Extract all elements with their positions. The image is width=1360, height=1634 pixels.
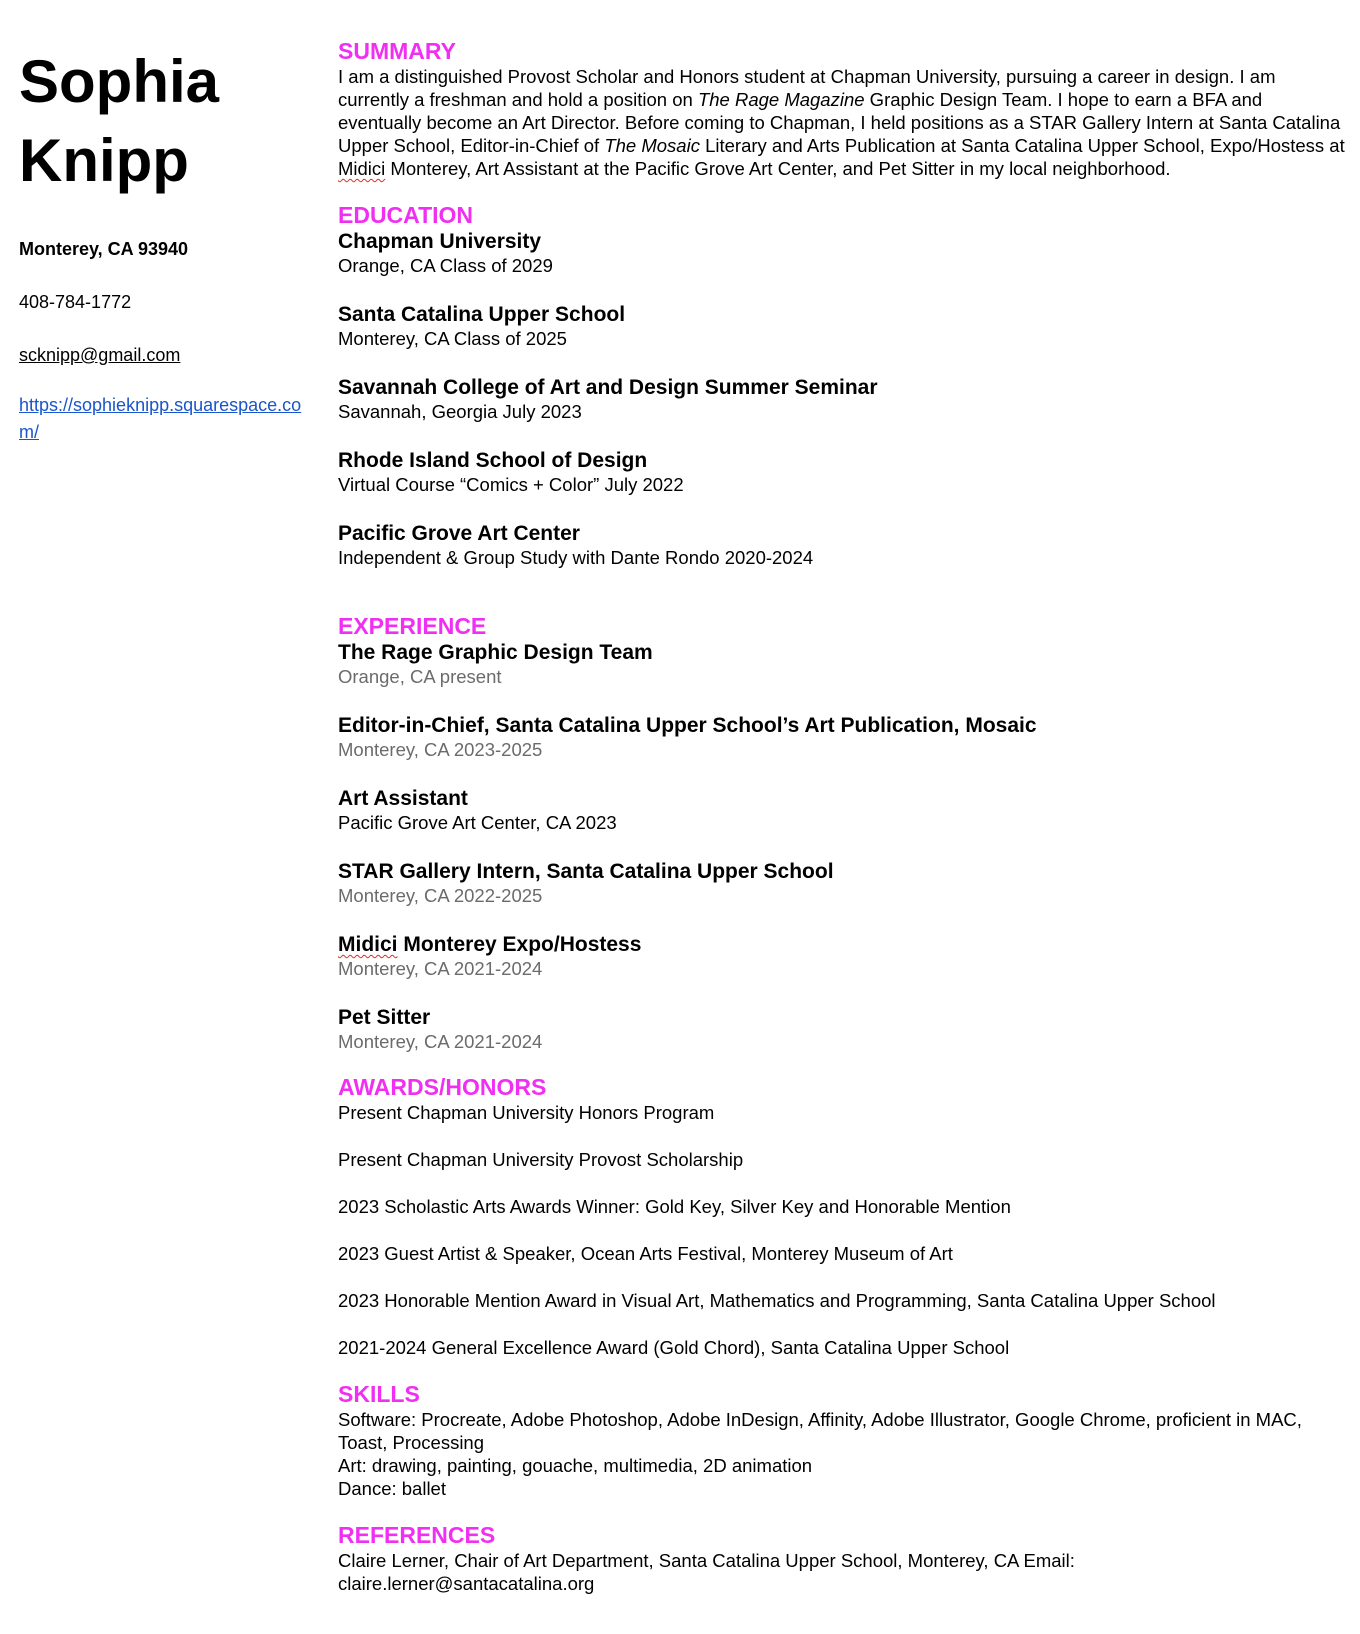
experience-entry xyxy=(338,859,1350,907)
experience-role xyxy=(338,932,1350,957)
experience-detail: Monterey, CA 2023-2025 xyxy=(338,739,543,760)
last-name: Knipp xyxy=(19,127,189,194)
experience-role: STAR Gallery Intern, Santa Catalina Upper School xyxy=(338,860,834,883)
experience-role: Art Assistant xyxy=(338,787,468,810)
phone: 408-784-1772 xyxy=(19,292,132,312)
references-section xyxy=(338,1522,1350,1595)
skills-section xyxy=(338,1381,1350,1500)
award-item: Present Chapman University Provost Scholarship xyxy=(338,1149,744,1170)
section-title-experience: EXPERIENCE xyxy=(338,613,487,639)
education-detail: Independent & Group Study with Dante Rondo 2020-2024 xyxy=(338,547,814,568)
education-school: Savannah College of Art and Design Summer Seminar xyxy=(338,376,878,399)
award-item: 2023 Scholastic Arts Awards Winner: Gold Key, Silver Key and Honorable Mention xyxy=(338,1196,1011,1217)
award-item: 2023 Honorable Mention Award in Visual Art, Mathematics and Programming, Santa Catalina Upper School xyxy=(338,1290,1216,1311)
education-entry xyxy=(338,448,1350,496)
experience-detail: Monterey, CA 2021-2024 xyxy=(338,958,543,979)
awards-section xyxy=(338,1074,1350,1359)
section-title-references: REFERENCES xyxy=(338,1522,496,1548)
spellcheck-word: Midici xyxy=(338,933,398,956)
experience-role: Editor-in-Chief, Santa Catalina Upper School’s Art Publication, Mosaic xyxy=(338,714,1037,737)
summary-part-2: Graphic Design Team. I hope to earn a BFA and eventually become an Art Director. Before coming to Chapman, I held positions as a STAR Gallery Intern at Santa Catalina Upper School, Editor-in-Chief of xyxy=(338,89,1341,156)
education-entry xyxy=(338,302,1350,350)
resume-body xyxy=(338,38,1350,1595)
experience-entry xyxy=(338,713,1350,761)
summary-part-1: I am a distinguished Provost Scholar and Honors student at Chapman University, pursuing a career in design. I am currently a freshman and hold a position on xyxy=(338,66,1276,110)
experience-entry xyxy=(338,640,1350,688)
spellcheck-word: Midici xyxy=(338,158,386,179)
education-entry xyxy=(338,229,1350,277)
experience-role: Pet Sitter xyxy=(338,1006,431,1029)
education-school: Rhode Island School of Design xyxy=(338,449,648,472)
education-school: Pacific Grove Art Center xyxy=(338,522,580,545)
education-detail: Orange, CA Class of 2029 xyxy=(338,255,553,276)
award-item: Present Chapman University Honors Program xyxy=(338,1102,715,1123)
summary-italic-rage: The Rage Magazine xyxy=(697,89,865,110)
experience-detail: Orange, CA present xyxy=(338,666,502,687)
summary-section xyxy=(338,38,1350,180)
experience-entry xyxy=(338,932,1350,980)
experience-entry xyxy=(338,786,1350,834)
summary-italic-mosaic: The Mosaic xyxy=(604,135,700,156)
summary-part-3: Literary and Arts Publication at Santa Catalina Upper School, Expo/Hostess at xyxy=(699,135,1345,156)
award-item: 2023 Guest Artist & Speaker, Ocean Arts Festival, Monterey Museum of Art xyxy=(338,1243,953,1264)
education-detail: Savannah, Georgia July 2023 xyxy=(338,401,582,422)
education-entry xyxy=(338,521,1350,569)
education-school: Chapman University xyxy=(338,230,542,253)
contact-sidebar xyxy=(19,42,309,446)
section-title-awards: AWARDS/HONORS xyxy=(338,1074,547,1100)
experience-entry xyxy=(338,1005,1350,1053)
website-link[interactable]: https://sophieknipp.squarespace.com/ xyxy=(19,395,302,442)
section-title-summary: SUMMARY xyxy=(338,38,456,64)
first-name: Sophia xyxy=(19,48,220,115)
experience-detail: Monterey, CA 2022-2025 xyxy=(338,885,543,906)
education-entry xyxy=(338,375,1350,423)
summary-part-4: Monterey, Art Assistant at the Pacific Grove Art Center, and Pet Sitter in my local neighborhood. xyxy=(385,158,1171,179)
skills-art: Art: drawing, painting, gouache, multimedia, 2D animation xyxy=(338,1455,813,1476)
section-title-education: EDUCATION xyxy=(338,202,474,228)
skills-software: Software: Procreate, Adobe Photoshop, Adobe InDesign, Affinity, Adobe Illustrator, Google Chrome, proficient in MAC, Toast, Processing xyxy=(338,1409,1302,1453)
experience-detail: Pacific Grove Art Center, CA 2023 xyxy=(338,812,617,833)
education-section xyxy=(338,202,1350,569)
experience-detail: Monterey, CA 2021-2024 xyxy=(338,1031,543,1052)
section-title-skills: SKILLS xyxy=(338,1381,420,1407)
experience-role: The Rage Graphic Design Team xyxy=(338,641,653,664)
skills-dance: Dance: ballet xyxy=(338,1478,446,1499)
location: Monterey, CA 93940 xyxy=(19,239,189,259)
email-link[interactable]: scknipp@gmail.com xyxy=(19,345,181,365)
award-item: 2021-2024 General Excellence Award (Gold Chord), Santa Catalina Upper School xyxy=(338,1337,1010,1358)
resume-name xyxy=(19,42,309,200)
education-detail: Monterey, CA Class of 2025 xyxy=(338,328,567,349)
education-school: Santa Catalina Upper School xyxy=(338,303,626,326)
reference-text: Claire Lerner, Chair of Art Department, Santa Catalina Upper School, Monterey, CA Email: claire.lerner@santacatalina.org xyxy=(338,1550,1075,1594)
summary-text xyxy=(338,65,1350,180)
experience-role-rest: Monterey Expo/Hostess xyxy=(397,933,642,956)
education-detail: Virtual Course “Comics + Color” July 2022 xyxy=(338,474,684,495)
experience-section xyxy=(338,613,1350,1053)
